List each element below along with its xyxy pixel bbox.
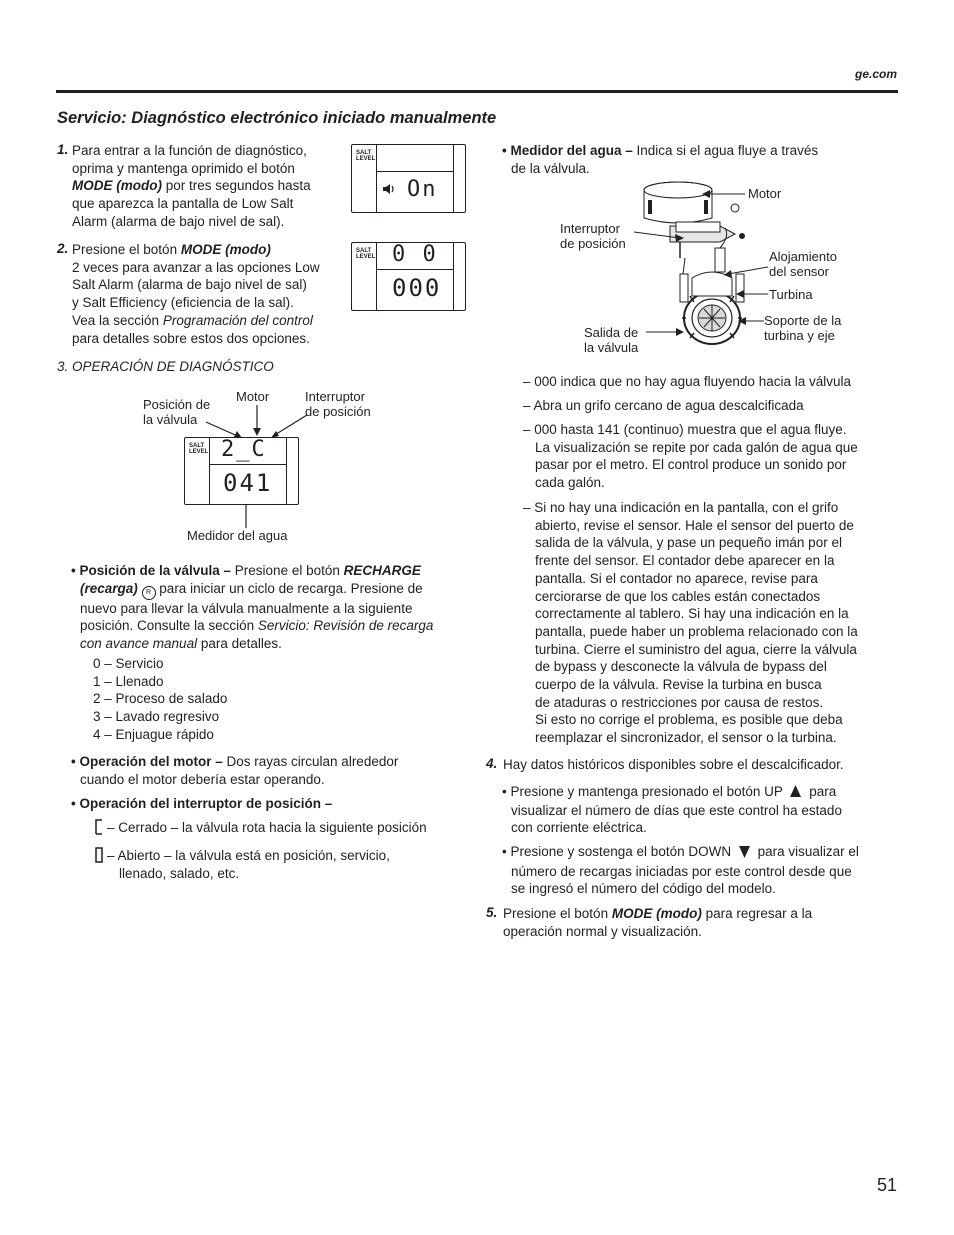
down-arrow-icon — [739, 845, 750, 863]
motor-operation-bullet: • Operación del motor – Dos rayas circulan alrededor cuando el motor debería estar operando. — [71, 754, 399, 787]
list-item: 1 – Llenado — [93, 673, 164, 689]
list-item: 2 – Proceso de salado — [93, 691, 228, 707]
label-turbine-switch: Interruptor de posición — [560, 221, 626, 251]
label-motor: Motor — [236, 389, 270, 404]
label-water-meter: Medidor del agua — [187, 528, 288, 543]
lcd-display-diagnostic: SALT LEVEL 2_C 041 — [184, 437, 299, 505]
up-button-bullet: • Presione y mantenga presionado el botón UP para visualizar el número de días que este control ha estado con corriente eléctrica. — [502, 784, 842, 836]
list-item: 4 – Enjuague rápido — [93, 726, 214, 742]
list-item: 3 – Lavado regresivo — [93, 709, 220, 725]
label-sensor-housing: Alojamiento del sensor — [769, 249, 837, 279]
lcd-display-salt-efficiency: SALT LEVEL 0 0 000 — [351, 242, 466, 311]
switch-open-symbol — [94, 847, 104, 867]
label-valve-outlet: Salida de la válvula — [584, 325, 639, 355]
down-button-bullet: • Presione y sostenga el botón DOWN para visualizar el número de recargas iniciadas por este control desde que se ingresó el número del código del modelo. — [502, 844, 859, 897]
recharge-icon: R — [142, 586, 156, 600]
page-title: Servicio: Diagnóstico electrónico iniciado manualmente — [57, 109, 497, 127]
switch-closed-symbol — [94, 819, 104, 839]
switch-operation-heading: • Operación del interruptor de posición – — [71, 796, 333, 811]
step-3-heading: 3. OPERACIÓN DE DIAGNÓSTICO — [57, 359, 274, 374]
switch-open-text: – Abierto – la válvula está en posición, servicio, llenado, salado, etc. — [107, 848, 390, 881]
header-rule — [56, 90, 898, 93]
page-number: 51 — [876, 1175, 897, 1195]
up-arrow-icon — [790, 784, 801, 802]
label-position-switch: Interruptor de posición — [305, 389, 371, 419]
site-url: ge.com — [854, 67, 897, 81]
switch-closed-text: – Cerrado – la válvula rota hacia la siguiente posición — [107, 820, 427, 835]
list-item: 0 – Servicio — [93, 656, 164, 671]
valve-position-bullet: • Posición de la válvula – Presione el botón RECHARGE (recarga) R para iniciar un ciclo de recarga. Presione de nuevo para llevar la válvula manualmente a la siguiente posición. Consulte la sección Servicio: Revisión de recarga con avance manual para detalles. — [71, 563, 434, 652]
water-meter-bullet: • Medidor del agua – Indica si el agua fluye a través de la válvula. — [502, 143, 819, 176]
valve-position-list — [93, 655, 227, 744]
dash-item-3: – 000 hasta 141 (continuo) muestra que el agua fluye. La visualización se repite por cada galón de agua que pasar por el metro. El control produce un sonido por cada galón. — [523, 422, 858, 491]
salt-level-label: SALT LEVEL — [356, 150, 376, 162]
label-turbine-motor: Motor — [748, 186, 782, 201]
dash-item-1: – 000 indica que no hay agua fluyendo hacia la válvula — [523, 374, 851, 389]
speaker-icon — [382, 183, 396, 198]
label-turbine-support: Soporte de la turbina y eje — [764, 313, 842, 343]
label-valve-position: Posición de la válvula — [143, 397, 211, 427]
lcd-display-low-salt: SALT LEVEL On — [351, 144, 466, 213]
dash-item-4: – Si no hay una indicación en la pantalla, con el grifo abierto, revise el sensor. Hale el sensor del puerto de salida de la válvula, y pase un pequeño imán por el frente del sensor. El contador debe aparecer en la pantalla. Si el contador no aparece, revise para cerciorarse de que los cables están conectados correctamente al tablero. Si hay una indicación en la pantalla, puede haber un problema relacionado con la turbina. Cierre el suministro del agua, cierre la válvula de bypass y desconecte la válvula de bypass del cuerpo de la válvula. Revise la turbina en busca de ataduras o restricciones por causa de restos. Si esto no corrige el problema, es posible que deba reemplazar el sincronizador, el sensor o la turbina. — [523, 500, 858, 746]
label-turbine: Turbina — [769, 287, 813, 302]
dash-item-2: – Abra un grifo cercano de agua descalcificada — [523, 398, 804, 413]
